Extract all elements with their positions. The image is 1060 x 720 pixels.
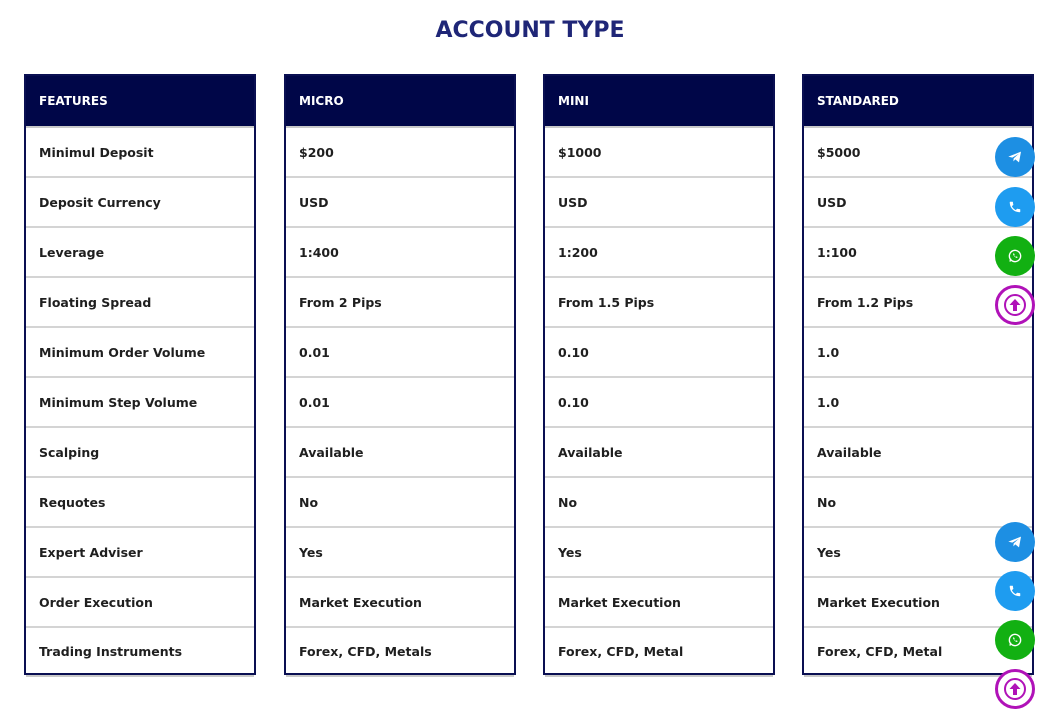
feature-label: Minimul Deposit xyxy=(26,126,254,176)
table-cell: $5000 xyxy=(804,126,1032,176)
table-cell: USD xyxy=(804,176,1032,226)
feature-label: Trading Instruments xyxy=(26,626,254,677)
table-cell: 0.10 xyxy=(545,376,773,426)
feature-label: Deposit Currency xyxy=(26,176,254,226)
column-header: MICRO xyxy=(286,76,514,126)
table-cell: 1.0 xyxy=(804,326,1032,376)
whatsapp-button[interactable] xyxy=(995,620,1035,660)
column-header: MINI xyxy=(545,76,773,126)
phone-icon xyxy=(1008,584,1022,598)
table-cell: 0.10 xyxy=(545,326,773,376)
table-cell: Forex, CFD, Metal xyxy=(804,626,1032,677)
table-cell: Forex, CFD, Metals xyxy=(286,626,514,677)
whatsapp-icon xyxy=(1007,632,1023,648)
feature-label: Requotes xyxy=(26,476,254,526)
table-cell: Market Execution xyxy=(804,576,1032,626)
telegram-icon xyxy=(1007,534,1023,550)
mini-column xyxy=(543,74,775,675)
whatsapp-icon xyxy=(1007,248,1023,264)
table-cell: 0.01 xyxy=(286,376,514,426)
table-cell: 1:400 xyxy=(286,226,514,276)
feature-label: Scalping xyxy=(26,426,254,476)
table-cell: No xyxy=(804,476,1032,526)
arrow-up-icon xyxy=(1003,293,1027,317)
micro-column xyxy=(284,74,516,675)
table-cell: Available xyxy=(545,426,773,476)
table-cell: 1:100 xyxy=(804,226,1032,276)
table-cell: Available xyxy=(804,426,1032,476)
table-cell: Yes xyxy=(286,526,514,576)
table-cell: Forex, CFD, Metal xyxy=(545,626,773,677)
table-cell: 1:200 xyxy=(545,226,773,276)
table-cell: Market Execution xyxy=(545,576,773,626)
arrow-up-icon xyxy=(1003,677,1027,701)
telegram-icon xyxy=(1007,149,1023,165)
table-cell: $200 xyxy=(286,126,514,176)
table-cell: $1000 xyxy=(545,126,773,176)
phone-icon xyxy=(1008,200,1022,214)
feature-label: Leverage xyxy=(26,226,254,276)
table-cell: USD xyxy=(286,176,514,226)
column-header: FEATURES xyxy=(26,76,254,126)
feature-label: Floating Spread xyxy=(26,276,254,326)
features-column xyxy=(24,74,256,675)
table-cell: No xyxy=(545,476,773,526)
table-cell: 0.01 xyxy=(286,326,514,376)
whatsapp-button[interactable] xyxy=(995,236,1035,276)
table-cell: From 2 Pips xyxy=(286,276,514,326)
table-cell: Yes xyxy=(545,526,773,576)
scroll-top-button[interactable] xyxy=(995,285,1035,325)
phone-button[interactable] xyxy=(995,187,1035,227)
table-cell: USD xyxy=(545,176,773,226)
table-cell: Market Execution xyxy=(286,576,514,626)
feature-label: Minimum Order Volume xyxy=(26,326,254,376)
table-cell: From 1.2 Pips xyxy=(804,276,1032,326)
phone-button[interactable] xyxy=(995,571,1035,611)
column-header: STANDARED xyxy=(804,76,1032,126)
feature-label: Minimum Step Volume xyxy=(26,376,254,426)
table-cell: 1.0 xyxy=(804,376,1032,426)
telegram-button[interactable] xyxy=(995,522,1035,562)
scroll-top-button[interactable] xyxy=(995,669,1035,709)
table-cell: Yes xyxy=(804,526,1032,576)
table-cell: From 1.5 Pips xyxy=(545,276,773,326)
feature-label: Expert Adviser xyxy=(26,526,254,576)
telegram-button[interactable] xyxy=(995,137,1035,177)
page-title: ACCOUNT TYPE xyxy=(435,18,625,43)
table-cell: No xyxy=(286,476,514,526)
table-cell: Available xyxy=(286,426,514,476)
feature-label: Order Execution xyxy=(26,576,254,626)
